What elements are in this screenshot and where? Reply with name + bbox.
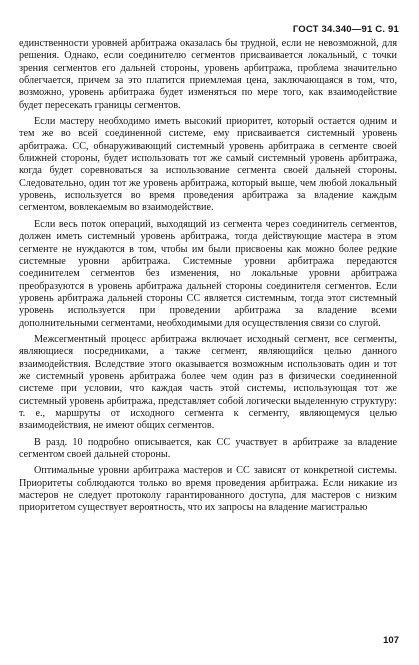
paragraph: Межсегментный процесс арбитража включает исходный сегмент, все сегменты, являющиеся посредниками, а также сегмент, являющийся целью данного взаимодействия. Вследствие этого оказывается возможным использовать один и тот же системный уровень арбитража более чем один раз в физически соединенной системе при условии, что каждая часть этой системы, использующая тот же системный уровень арбитража, представляет собой логически выделенную структуру: т. е., маршруты от исходного сегмента к сегменту, являющемуся целью взаимодействия, не имеют общих сегментов. (19, 333, 397, 432)
running-header: ГОСТ 34.340—91 С. 91 (292, 24, 399, 35)
paragraph: единственности уровней арбитража оказалась бы трудной, если не невозможной, для решения. Однако, если соединителю сегментов присваивается локальный, с точки зрения сегментов его дальней стороны, уровень арбитража, проблема значительно облегчается, причем за это платится приемлемая цена, заключающаяся в том, что, возможно, уровень арбитража будет изменяться по мере того, как взаимодействие будет пересекать границы сегментов. (19, 38, 397, 111)
paragraph: Если весь поток операций, выходящий из сегмента через соединитель сегментов, должен иметь системный уровень арбитража, тогда действующие мастера в этом сегменте не нуждаются в том, чтобы им были присвоены как можно более редкие системные уровни арбитража. Системные уровни арбитража передаются соединителем сегментов без изменения, но локальные уровни арбитража преобразуются в уровень арбитража дальней стороны соединителя сегментов. Если уровень арбитража дальней стороны СС является системным, тогда этот системный уровень используется при проведении арбитража за владение всеми дополнительными сегментами, необходимыми для осуществления связи со слугой. (19, 218, 397, 329)
body-text (19, 38, 397, 519)
paragraph: Оптимальные уровни арбитража мастеров и СС зависят от конкретной системы. Приоритеты соблюдаются только во время проведения арбитража. Если никакие из мастеров не следует протоколу гарантированного доступа, для мастеров с низким приоритетом существует вероятность, что их запросы на владение магистралью (19, 465, 397, 514)
paragraph: В разд. 10 подробно описывается, как СС участвует в арбитраже за владение сегментом своей дальней стороны. (19, 436, 397, 460)
paragraph: Если мастеру необходимо иметь высокий приоритет, который остается одним и тем же во всей соединенной системе, ему присваивается системный уровень арбитража. СС, обнаруживающий системный уровень арбитража в сегменте своей ближней стороны, будет использовать тот же самый системный уровень арбитража, когда будет соревноваться за использование сегмента своей дальней стороны. Следовательно, один тот же уровень арбитража, который выше, чем любой локальный уровень, используется во время проведения арбитража за владение каждым сегментом, вовлекаемым во взаимодействие. (19, 116, 397, 214)
page-number: 107 (383, 635, 399, 646)
